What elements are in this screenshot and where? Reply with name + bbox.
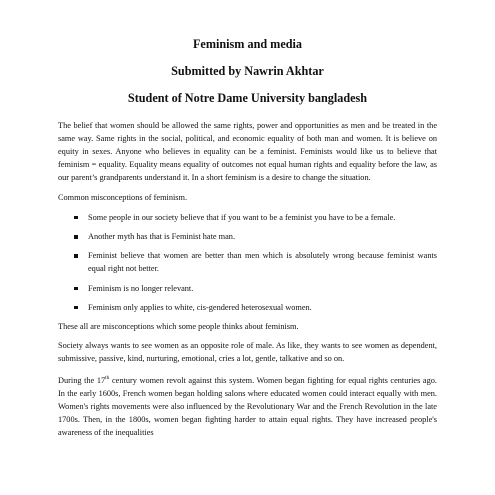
list-item-text: Feminism only applies to white, cis-gendered heterosexual women. [88, 302, 312, 312]
document-header [58, 38, 437, 105]
document-title: Feminism and media [192, 37, 302, 51]
list-item-text: Feminist believe that women are better than men which is absolutely wrong because feminist wants equal right not better. [88, 251, 437, 274]
bullet-icon [74, 306, 78, 310]
author-line: Submitted by Nawrin Akhtar [171, 64, 324, 79]
misconceptions-list [58, 211, 437, 314]
definition-paragraph: The belief that women should be allowed the same rights, power and opportunities as men and be treated in the same way. Same rights in the social, political, and economic equality of both man and women. It is believe on equity in sexes. Anyone who believes in equality can be a feminist. Feminists would like us to believe that feminism = equality. Equality means equality of outcomes not equal human rights and equality before the law, as our parent’s grandparents understand it. In a short feminism is a desire to change the situation. [58, 120, 437, 183]
bullet-icon [74, 235, 78, 239]
list-item-text: Feminism is no longer relevant. [88, 283, 194, 293]
affiliation-line: Student of Notre Dame University bangladesh [127, 91, 368, 106]
society-paragraph: Society always wants to see women as an opposite role of male. As like, they wants to see women as dependent, submissive, passive, kind, nurturing, emotional, cries a lot, gentle, talkative and so on. [58, 341, 437, 364]
history-text-start: During the 17 [58, 375, 106, 385]
list-item [58, 249, 437, 275]
history-paragraph [58, 374, 437, 440]
bullet-icon [74, 254, 78, 258]
bullet-icon [74, 216, 78, 220]
list-item-text: Another myth has that is Feminist hate man. [88, 232, 236, 242]
list-item-text: Some people in our society believe that if you want to be a feminist you have to be a female. [88, 212, 396, 222]
list-item [58, 211, 437, 224]
list-item [58, 282, 437, 295]
misconceptions-summary: These all are misconceptions which some people thinks about feminism. [58, 322, 299, 332]
history-text-rest: century women revolt against this system. Women began fighting for equal rights centuries ago. In the early 1600s, French women began holding salons where educated women could interact equally with men. Women's rights movements were also influenced by the Revolutionary War and the French Revolution in the late 1700s. Then, in the 1800s, women began fighting harder to attain equal rights. They have increased people's awareness of the inequalities [58, 375, 437, 438]
misconceptions-intro: Common misconceptions of feminism. [58, 192, 188, 202]
ordinal-superscript: th [105, 374, 110, 381]
list-item [58, 230, 437, 243]
bullet-icon [74, 287, 78, 291]
list-item [58, 301, 437, 314]
